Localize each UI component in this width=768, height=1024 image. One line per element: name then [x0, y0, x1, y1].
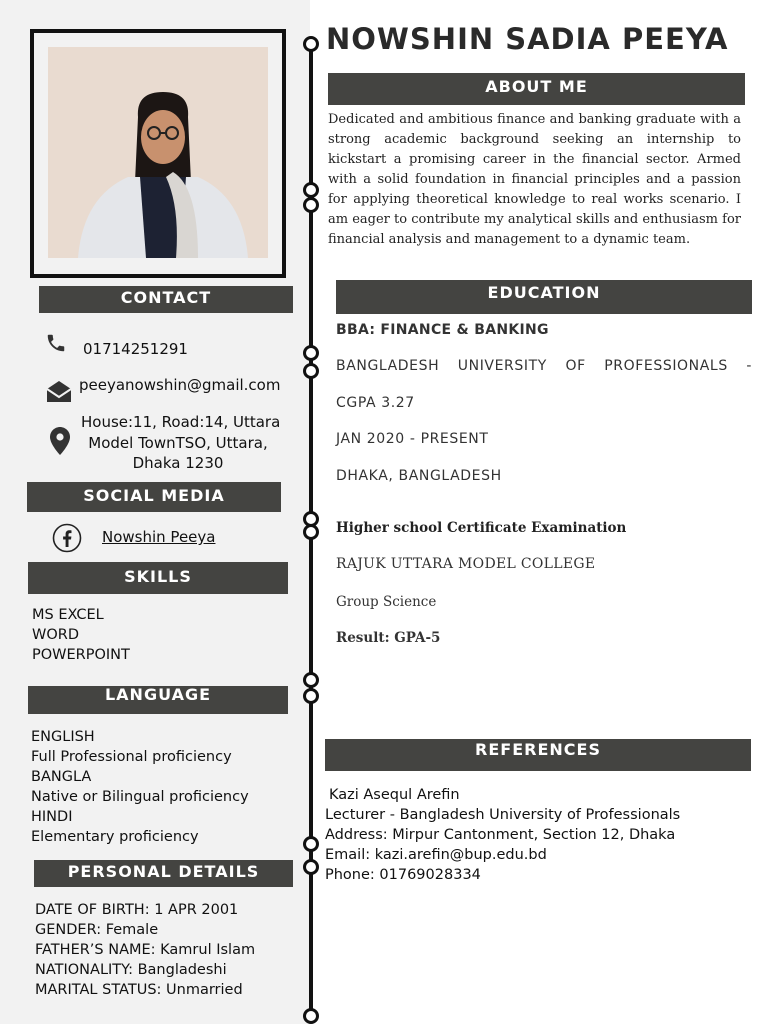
language-item: BANGLA — [31, 769, 92, 785]
reference-address: Address: Mirpur Cantonment, Section 12, Dhaka — [325, 827, 676, 843]
personal-detail-item: FATHER’S NAME: Kamrul Islam — [35, 942, 256, 958]
language-heading: LANGUAGE — [28, 686, 288, 714]
phone-icon — [45, 331, 67, 359]
references-heading: REFERENCES — [325, 739, 751, 771]
timeline-node — [303, 688, 319, 704]
study-group: Group Science — [336, 594, 437, 610]
reference-email[interactable]: Email: kazi.arefin@bup.edu.bd — [325, 847, 547, 863]
degree-title: BBA: FINANCE & BANKING — [336, 322, 549, 338]
language-item: Full Professional proficiency — [31, 749, 232, 765]
phone-number[interactable]: 01714251291 — [83, 340, 188, 358]
address-line: House:11, Road:14, Uttara — [81, 413, 281, 431]
language-item: HINDI — [31, 809, 73, 825]
personal-detail-item: GENDER: Female — [35, 922, 159, 938]
reference-phone[interactable]: Phone: 01769028334 — [325, 867, 481, 883]
facebook-icon[interactable] — [52, 523, 82, 557]
university-name: BANGLADESH UNIVERSITY OF PROFESSIONALS - — [336, 358, 752, 374]
facebook-link[interactable]: Nowshin Peeya — [102, 528, 216, 546]
skill-item: WORD — [32, 627, 79, 643]
timeline-node — [303, 36, 319, 52]
language-item: Elementary proficiency — [31, 829, 199, 845]
address-line: Model TownTSO, Uttara, — [88, 434, 268, 452]
email-address[interactable]: peeyanowshin@gmail.com — [79, 376, 281, 394]
study-location: DHAKA, BANGLADESH — [336, 468, 502, 484]
timeline-node — [303, 345, 319, 361]
personal-details-heading: PERSONAL DETAILS — [34, 860, 293, 887]
timeline-node — [303, 524, 319, 540]
contact-heading: CONTACT — [39, 286, 293, 313]
hsc-result: Result: GPA-5 — [336, 630, 441, 646]
timeline-node — [303, 836, 319, 852]
reference-name: Kazi Asequl Arefin — [329, 787, 460, 803]
timeline-node — [303, 182, 319, 198]
address-line: Dhaka 1230 — [132, 454, 224, 472]
skills-heading: SKILLS — [28, 562, 288, 594]
skills-list — [32, 605, 130, 665]
about-heading: ABOUT ME — [328, 73, 745, 105]
personal-details-list — [35, 900, 255, 1000]
language-list — [31, 727, 249, 847]
reference-position: Lecturer - Bangladesh University of Professionals — [325, 807, 681, 823]
timeline-node — [303, 672, 319, 688]
profile-photo-frame — [30, 29, 286, 278]
personal-detail-item: MARITAL STATUS: Unmarried — [35, 982, 243, 998]
cgpa: CGPA 3.27 — [336, 395, 415, 411]
education-heading: EDUCATION — [336, 280, 752, 314]
skill-item: MS EXCEL — [32, 607, 104, 623]
email-icon — [45, 378, 73, 408]
study-period: JAN 2020 - PRESENT — [336, 431, 489, 447]
social-media-heading: SOCIAL MEDIA — [27, 482, 281, 512]
language-item: ENGLISH — [31, 729, 95, 745]
timeline-node — [303, 859, 319, 875]
timeline-node — [303, 1008, 319, 1024]
location-pin-icon — [50, 427, 70, 459]
hsc-title: Higher school Certificate Examination — [336, 520, 627, 536]
profile-photo — [48, 47, 268, 258]
full-name: NOWSHIN SADIA PEEYA — [326, 22, 729, 56]
timeline-node — [303, 197, 319, 213]
college-name: RAJUK UTTARA MODEL COLLEGE — [336, 556, 596, 572]
personal-detail-item: NATIONALITY: Bangladeshi — [35, 962, 227, 978]
skill-item: POWERPOINT — [32, 647, 130, 663]
timeline-node — [303, 363, 319, 379]
language-item: Native or Bilingual proficiency — [31, 789, 249, 805]
about-text: Dedicated and ambitious finance and banking graduate with a strong academic background seeking an internship to kickstart a promising career in the financial sector. Armed with a solid foundation in financial principles and a passion for applying theoretical knowledge to real works scenario. I am eager to contribute my analytical skills and enthusiasm for financial analysis and management to a dynamic team. — [328, 112, 741, 247]
personal-detail-item: DATE OF BIRTH: 1 APR 2001 — [35, 902, 239, 918]
